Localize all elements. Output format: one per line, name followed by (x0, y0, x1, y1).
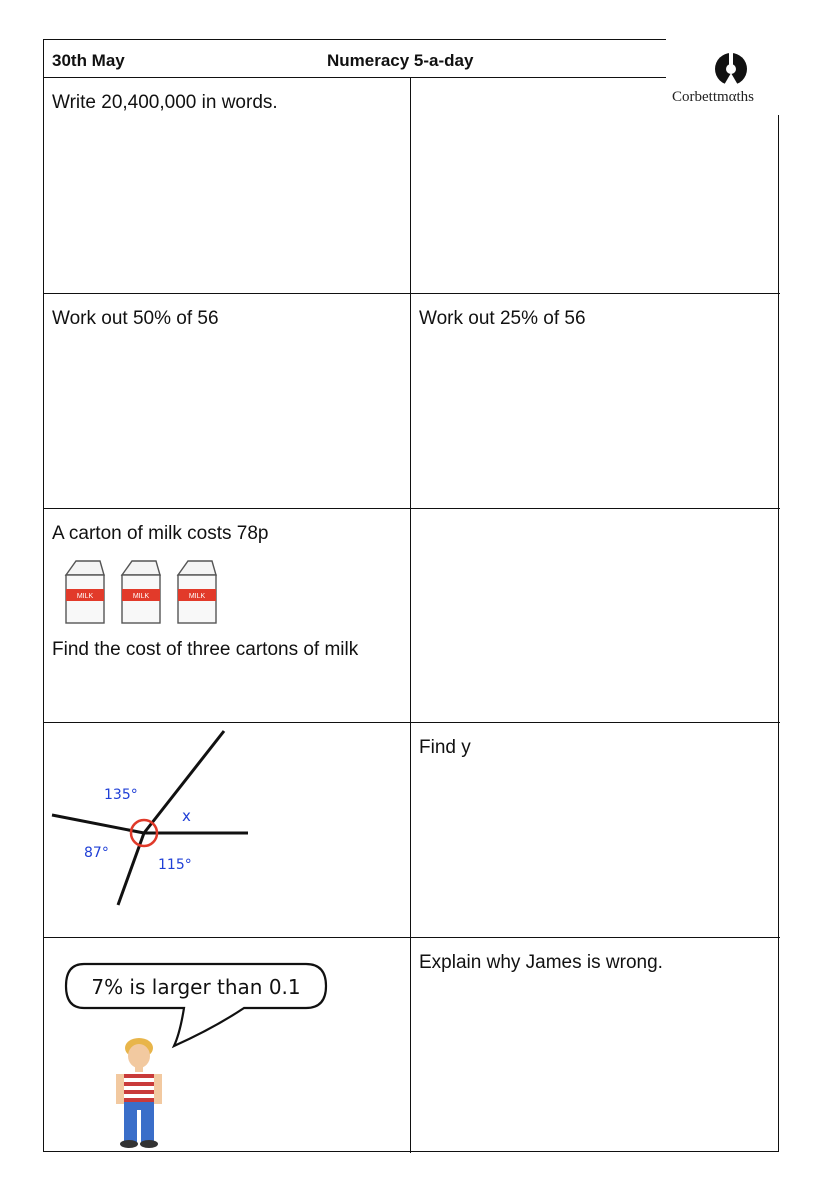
date-label: 30th May (52, 51, 125, 70)
angle-label-135: 135° (104, 787, 138, 803)
question-cell-2a (44, 294, 411, 509)
worksheet-title: Numeracy 5-a-day (327, 51, 474, 70)
question-5-instruction: Explain why James is wrong. (419, 952, 663, 973)
question-1-text: Write 20,400,000 in words. (52, 92, 278, 113)
question-cell-1 (44, 78, 411, 294)
corbettmaths-logo (666, 39, 781, 115)
unknown-angle-label: x (182, 807, 191, 825)
milk-cartons (62, 559, 232, 630)
question-cell-5 (44, 938, 411, 1153)
question-grid (44, 78, 778, 1151)
worksheet (43, 39, 779, 1152)
angle-label-87: 87° (84, 845, 109, 861)
logo-icon (714, 51, 748, 87)
angle-diagram (44, 723, 411, 938)
speech-bubble (66, 964, 326, 1046)
question-cell-3 (44, 509, 411, 723)
speech-text: 7% is larger than 0.1 (91, 975, 301, 999)
james-character-icon (116, 1038, 162, 1148)
logo-text: Corbettmαths (672, 89, 755, 105)
question-cell-2b (411, 294, 780, 509)
milk-label: MILK (188, 593, 206, 600)
milk-carton-icon (66, 561, 104, 623)
angle-label-115: 115° (158, 857, 192, 873)
question-3-text: A carton of milk costs 78p (52, 523, 269, 544)
question-2b-text: Work out 25% of 56 (419, 308, 586, 329)
question-3-question: Find the cost of three cartons of milk (52, 639, 359, 660)
question-2a-text: Work out 50% of 56 (52, 308, 219, 329)
milk-carton-icon (122, 561, 160, 623)
question-cell-4-instruction (411, 723, 780, 938)
answer-cell-3 (411, 509, 780, 723)
milk-label: MILK (132, 593, 150, 600)
question-4-instruction: Find y (419, 737, 471, 758)
question-cell-5-instruction (411, 938, 780, 1153)
milk-carton-icon (178, 561, 216, 623)
milk-label: MILK (76, 593, 94, 600)
question-cell-4 (44, 723, 411, 938)
